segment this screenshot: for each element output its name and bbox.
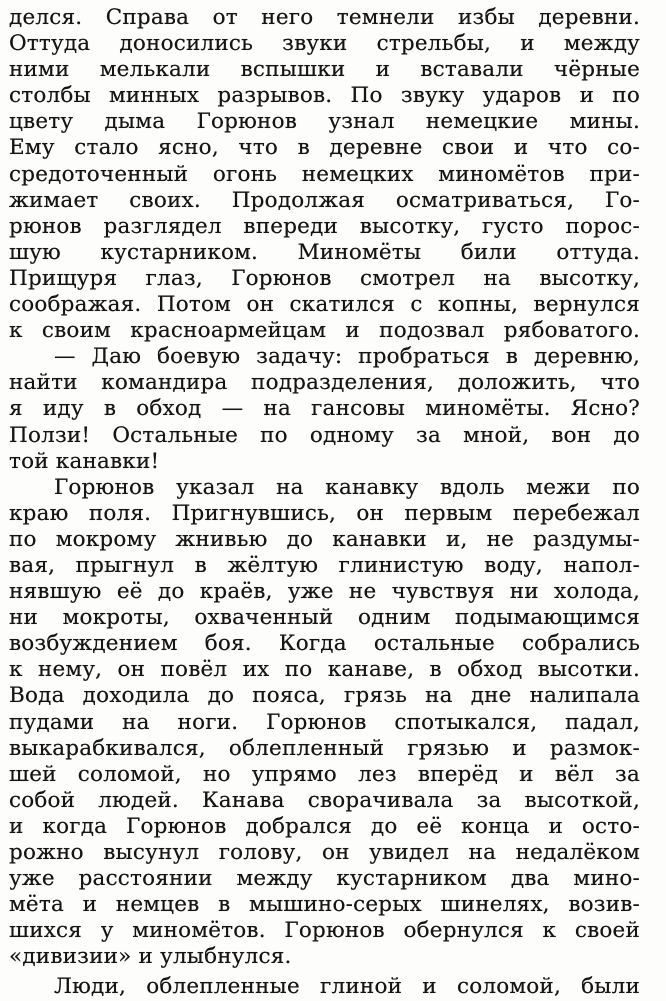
text-line: рюнов разглядел впереди высотку, густо порос-	[9, 213, 640, 239]
text-line: ними мелькали вспышки и вставали чёрные	[9, 57, 640, 83]
text-line: к нему, он повёл их по канаве, в обход высотки.	[9, 657, 640, 683]
text-line: шую кустарником. Миномёты били оттуда.	[9, 239, 640, 265]
text-line: мёта и немцев в мышино-серых шинелях, возив-	[9, 892, 640, 918]
text-line: — Даю боевую задачу: пробраться в деревню,	[54, 344, 640, 370]
text-line: вая, прыгнул в жёлтую глинистую воду, напол-	[9, 552, 640, 578]
text-line: шей соломой, но упрямо лез вперёд и вёл за	[9, 761, 640, 787]
text-line: уже расстоянии между кустарником два мино-	[9, 866, 640, 892]
text-line: Оттуда доносились звуки стрельбы, и между	[9, 31, 640, 57]
text-line: Вода доходила до пояса, грязь на дне налипала	[9, 683, 640, 709]
text-line: Горюнов указал на канавку вдоль межи по	[54, 474, 640, 500]
text-line: и когда Горюнов добрался до её конца и осто-	[9, 813, 640, 839]
text-line: выкарабкивался, облепленный грязью и размок-	[9, 735, 640, 761]
text-line: «дивизии» и улыбнулся.	[9, 944, 292, 970]
paragraph	[9, 974, 640, 1000]
text-line: Ему стало ясно, что в деревне свои и что со-	[9, 135, 640, 161]
text-line: Ползи! Остальные по одному за мной, вон до	[9, 422, 640, 448]
text-line: цвету дыма Горюнов узнал немецкие мины.	[9, 109, 640, 135]
text-column	[9, 5, 640, 1001]
text-line: рожно высунул голову, он увидел на недалёком	[9, 840, 640, 865]
text-line: по мокрому жнивью до канавки и, не раздумы-	[9, 526, 640, 552]
text-line: собой людей. Канава сворачивала за высоткой,	[9, 787, 640, 813]
text-line: я иду в обход — на гансовы миномёты. Ясно?	[9, 396, 640, 422]
text-line: средоточенный огонь немецких миномётов при-	[9, 161, 640, 187]
text-line: Прищуря глаз, Горюнов смотрел на высотку,	[9, 265, 640, 291]
text-line: нявшую её до краёв, уже не чувствуя ни холода,	[9, 579, 640, 605]
paragraph	[9, 475, 640, 971]
text-line: к своим красноармейцам и подозвал рябоватого.	[9, 318, 640, 344]
text-line: краю поля. Пригнувшись, он первым перебежал	[9, 500, 640, 526]
text-line: делся. Справа от него темнели избы деревни.	[9, 5, 640, 30]
text-line: той канавки!	[9, 448, 160, 474]
text-line: Люди, облепленные глиной и соломой, были	[54, 974, 640, 1000]
text-line: жимает своих. Продолжая осматриваться, Го-	[9, 187, 640, 213]
text-line: ни мокроты, охваченный одним подымающимся	[9, 605, 640, 631]
text-line: найти командира подразделения, доложить, что	[9, 370, 640, 396]
text-line: столбы минных разрывов. По звуку ударов и по	[9, 83, 640, 109]
text-line: шихся у миномётов. Горюнов обернулся к своей	[9, 918, 640, 944]
paragraph	[9, 5, 640, 344]
text-line: соображая. Потом он скатился с копны, вернулся	[9, 292, 640, 318]
paragraph	[9, 344, 640, 474]
text-line: возбуждением боя. Когда остальные собрались	[9, 631, 640, 657]
text-line: пудами на ноги. Горюнов спотыкался, падал,	[9, 709, 640, 735]
